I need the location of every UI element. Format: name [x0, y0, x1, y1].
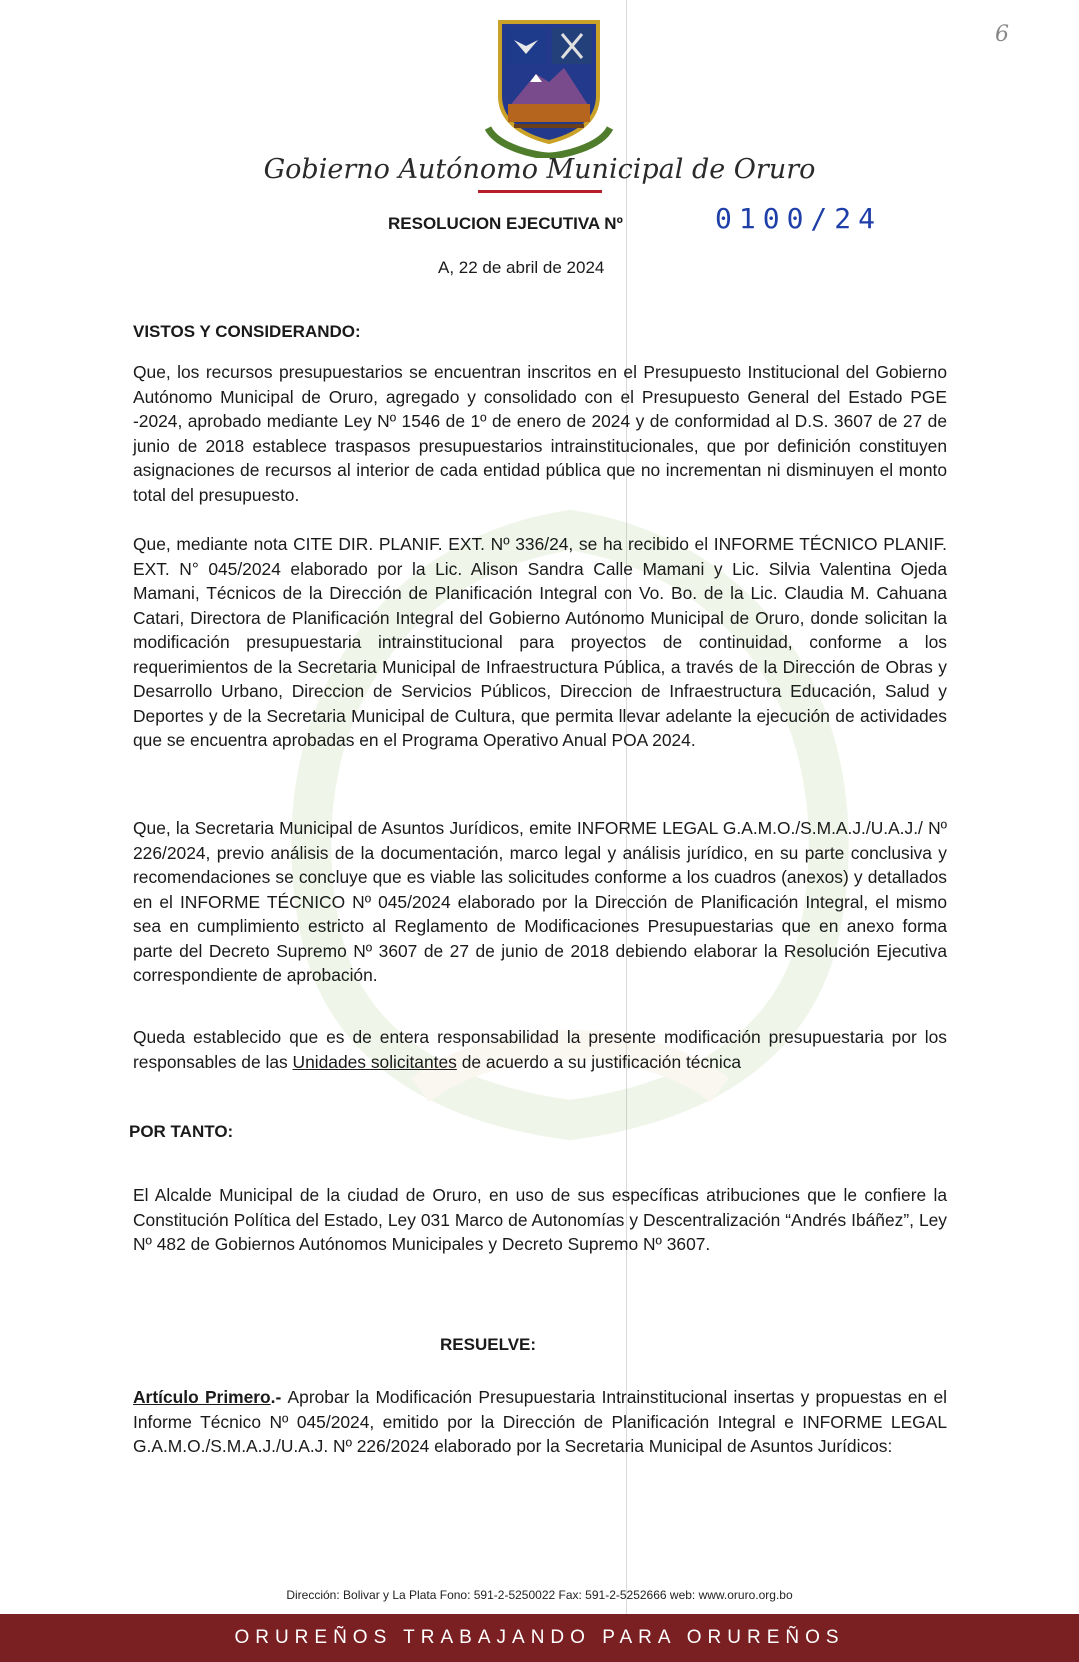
article-primero-separator: .-: [270, 1387, 288, 1407]
article-primero-title: Artículo Primero: [133, 1387, 271, 1407]
heading-resuelve: RESUELVE:: [440, 1335, 537, 1354]
government-title: Gobierno Autónomo Municipal de Oruro: [263, 154, 816, 185]
footer-address: Dirección: Bolivar y La Plata Fono: 591-2-5250022 Fax: 591-2-5252666 web: www.oruro.org.bo: [286, 1588, 793, 1602]
article-primero-text: Aprobar la Modificación Presupuestaria Intrainstitucional insertas y propuestas en el Informe Técnico Nº 045/2024, emitido por la Dirección de Planificación Integral e INFORME LEGAL G.A.M.O./S.M.A.J./U.A.J. Nº 226/2024 elaborado por la Secretaria Municipal de Asuntos Jurídicos:: [133, 1387, 947, 1456]
title-underline: [478, 190, 602, 193]
paragraph-por-tanto: El Alcalde Municipal de la ciudad de Oruro, en uso de sus específicas atribuciones que le confiere la Constitución Política del Estado, Ley 031 Marco de Autonomías y Descentralización “Andrés Ibáñez”, Ley Nº 482 de Gobiernos Autónomos Municipales y Decreto Supremo Nº 3607.: [133, 1185, 947, 1254]
resolution-date: A, 22 de abril de 2024: [438, 258, 605, 277]
article-primero: [133, 1385, 947, 1459]
paragraph-4-text-b: de acuerdo a su justificación técnica: [456, 1051, 742, 1072]
paragraph-considerando-4: [133, 1025, 947, 1074]
paragraph-considerando-2: Que, mediante nota CITE DIR. PLANIF. EXT. Nº 336/24, se ha recibido el INFORME TÉCNICO PLANIF. EXT. N° 045/2024 elaborado por la Lic. Alison Sandra Calle Mamani y Lic. Silvia Valentina Ojeda Mamani, Técnicos de la Dirección de Planificación Integral con Vo. Bo. de la Lic. Claudia M. Cahuana Catari, Directora de Planificación Integral del Gobierno Autónomo Municipal de Oruro, donde solicitan la modificación presupuestaria intrainstitucional para proyectos de continuidad, conforme a los requerimientos de la Secretaria Municipal de Infraestructura Pública, a través de la Dirección de Obras y Desarrollo Urbano, Direccion de Servicios Públicos, Direccion de Infraestructura Educación, Salud y Deportes y de la Secretaria Municipal de Cultura, que permita llevar adelante la ejecución de actividades que se encuentra aprobadas en el Programa Operativo Anual POA 2024.: [133, 534, 947, 750]
underlined-unidades-solicitantes: Unidades solicitantes: [292, 1051, 457, 1072]
municipal-crest-icon: [478, 18, 620, 158]
paragraph-4-text-a: Queda establecido que es de entera responsabilidad la presente modificación presupuestaria por los responsables de las: [133, 1027, 947, 1072]
heading-vistos: VISTOS Y CONSIDERANDO:: [133, 322, 361, 341]
heading-por-tanto: POR TANTO:: [129, 1122, 234, 1141]
footer-slogan-band: ORUREÑOS TRABAJANDO PARA ORUREÑOS: [0, 1614, 1079, 1662]
corner-handwritten-mark: 6: [995, 22, 1009, 47]
paragraph-considerando-1: Que, los recursos presupuestarios se encuentran inscritos en el Presupuesto Institucional del Gobierno Autónomo Municipal de Oruro, agregado y consolidado con el Presupuesto General del Estado PGE -2024, aprobado mediante Ley Nº 1546 de 1º de enero de 2024 y de conformidad al D.S. 3607 de 27 de junio de 2018 establece traspasos presupuestarios intrainstitucionales, que por definición constituyen asignaciones de recursos al interior de cada entidad pública que no incrementan ni disminuyen el monto total del presupuesto.: [133, 362, 947, 505]
resolution-number-stamp: 0100/24: [715, 202, 883, 235]
paragraph-considerando-3: Que, la Secretaria Municipal de Asuntos Jurídicos, emite INFORME LEGAL G.A.M.O./S.M.A.J./U.A.J./ Nº 226/2024, previo análisis de la documentación, marco legal y análisis jurídico, en su parte conclusiva y recomendaciones se concluye que es viable las solicitudes conforme a los cuadros (anexos) y detallados en el INFORME TÉCNICO Nº 045/2024 elaborado por la Dirección de Planificación Integral, el mismo sea en cumplimiento estricto al Reglamento de Modificaciones Presupuestarias que en anexo forma parte del Decreto Supremo Nº 3607 de 27 de junio de 2018 debiendo elaborar la Resolución Ejecutiva correspondiente de aprobación.: [133, 818, 947, 985]
resolution-label: RESOLUCION EJECUTIVA Nº: [388, 214, 623, 233]
